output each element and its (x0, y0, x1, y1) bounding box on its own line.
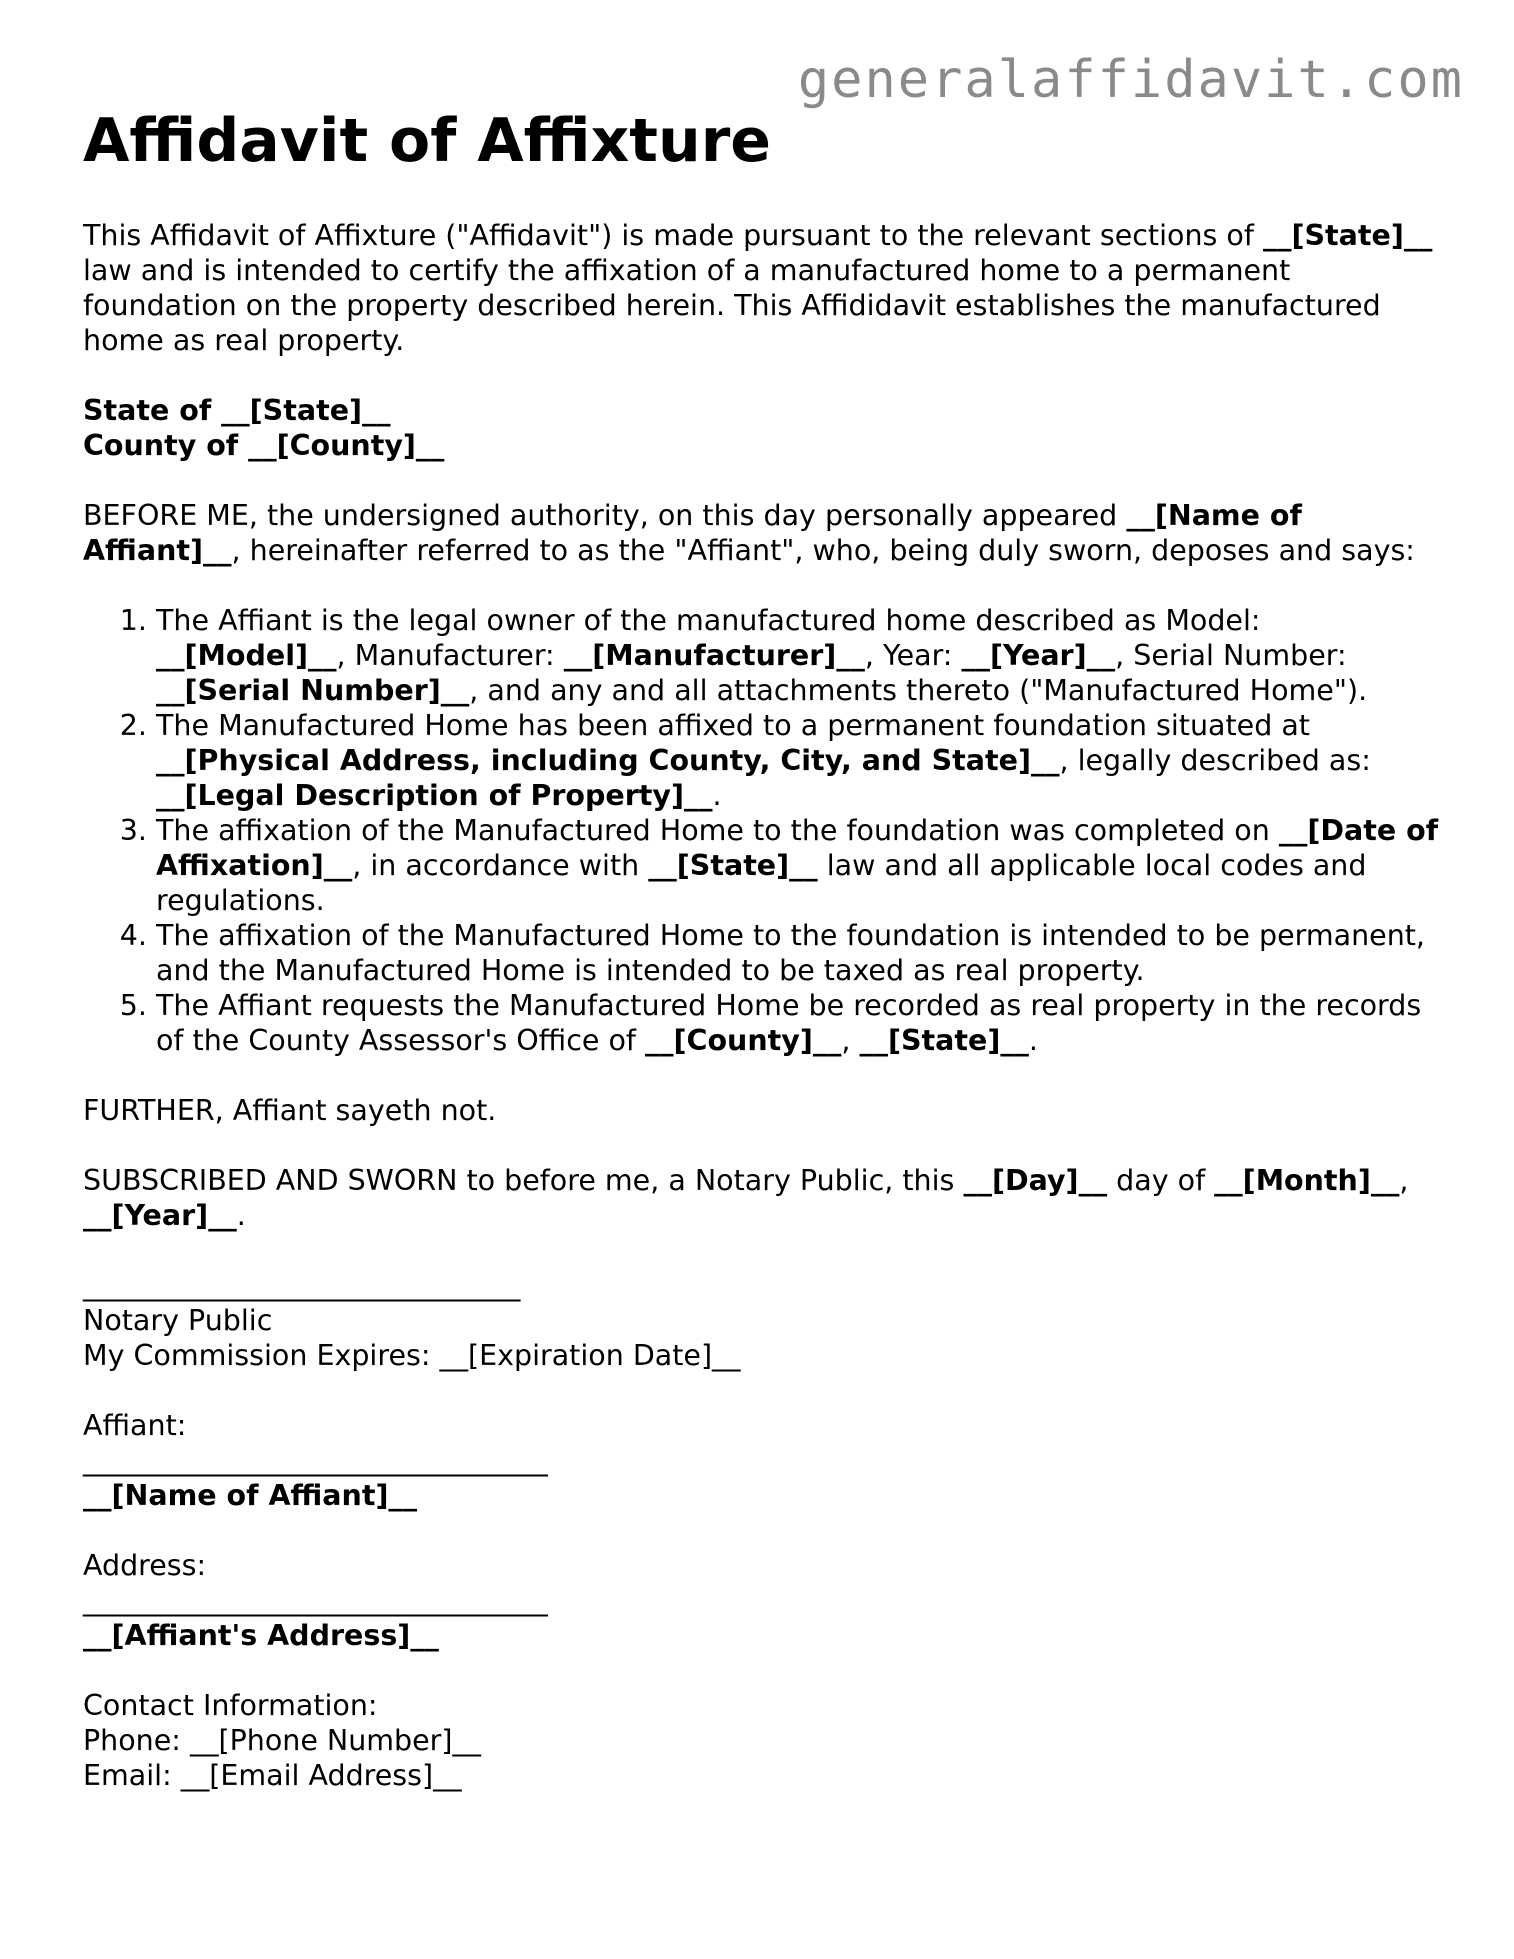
address-placeholder: __[Physical Address, including County, City, and State]__ (156, 744, 1060, 777)
affiant-name-placeholder: __[Name of Affiant]__ (83, 499, 1302, 567)
state-placeholder: __[State]__ (1262, 219, 1433, 252)
item-text: , Manufacturer: (336, 639, 564, 672)
watermark: generalaffidavit.com (797, 50, 1464, 110)
intro-paragraph (83, 218, 1443, 358)
item-text: . (1028, 1024, 1038, 1057)
affiant-signature-line: __________________________________ (83, 1444, 548, 1477)
statement-item (156, 603, 1443, 708)
venue-county: County of __[County]__ (83, 429, 445, 462)
further-statement: FURTHER, Affiant sayeth not. (83, 1094, 497, 1127)
address-placeholder: __[Affiant's Address]__ (83, 1619, 439, 1652)
item-text: , Serial Number: (1115, 639, 1347, 672)
item-text: The Affiant requests the Manufactured Home be recorded as real property in the records of the County Assessor's Office of (156, 989, 1422, 1057)
sworn-paragraph (83, 1163, 1443, 1233)
notary-commission: My Commission Expires: __[Expiration Date]__ (83, 1339, 741, 1372)
item-text: The Manufactured Home has been affixed to a permanent foundation situated at (156, 709, 1310, 742)
year-placeholder: __[Year]__ (83, 1199, 237, 1232)
statement-item (156, 918, 1443, 988)
appearance-paragraph (83, 498, 1443, 568)
item-text: , in accordance with (352, 849, 649, 882)
contact-label: Contact Information: (83, 1689, 378, 1722)
intro-text: law and is intended to certify the affixation of a manufactured home to a permanent foundation on the property described herein. This Affididavit establishes the manufactured home as real property. (83, 254, 1381, 357)
venue-state: State of __[State]__ (83, 394, 391, 427)
intro-text: This Affidavit of Affixture ("Affidavit") is made pursuant to the relevant sections of (83, 219, 1263, 252)
venue-block (83, 393, 1443, 463)
month-placeholder: __[Month]__ (1214, 1164, 1400, 1197)
appearance-text: BEFORE ME, the undersigned authority, on this day personally appeared (83, 499, 1127, 532)
address-signature-line: __________________________________ (83, 1584, 548, 1617)
document-title: Affidavit of Affixture (83, 106, 771, 176)
state-placeholder: __[State]__ (859, 1024, 1029, 1057)
item-text: , legally described as: (1059, 744, 1371, 777)
legal-description-placeholder: __[Legal Description of Property]__ (156, 779, 713, 812)
item-text: The Affiant is the legal owner of the manufactured home described as Model: (156, 604, 1261, 637)
statement-item (156, 988, 1443, 1058)
statement-item (156, 708, 1443, 813)
affiant-address (83, 1618, 1443, 1653)
notary-title: Notary Public (83, 1304, 273, 1337)
year-placeholder: __[Year]__ (961, 639, 1116, 672)
affiant-name-placeholder: __[Name of Affiant]__ (83, 1479, 417, 1512)
item-text: , (841, 1024, 860, 1057)
sworn-text: day of (1107, 1164, 1215, 1197)
model-placeholder: __[Model]__ (156, 639, 337, 672)
manufacturer-placeholder: __[Manufacturer]__ (563, 639, 865, 672)
statement-list (83, 603, 1443, 1058)
state-placeholder: __[State]__ (648, 849, 818, 882)
document-body (83, 106, 1443, 1793)
contact-email: Email: __[Email Address]__ (83, 1759, 462, 1792)
affiant-label: Affiant: (83, 1409, 187, 1442)
sworn-text: . (236, 1199, 246, 1232)
county-placeholder: __[County]__ (645, 1024, 842, 1057)
day-placeholder: __[Day]__ (963, 1164, 1108, 1197)
affiant-name (83, 1478, 1443, 1513)
item-text: , and any and all attachments thereto ("Manufactured Home"). (469, 674, 1368, 707)
item-text: . (712, 779, 722, 812)
sworn-text: , (1399, 1164, 1409, 1197)
item-text: law and all applicable local codes and regulations. (156, 849, 1367, 917)
item-text: The affixation of the Manufactured Home to the foundation was completed on (156, 814, 1279, 847)
appearance-text: , hereinafter referred to as the "Affiant", who, being duly sworn, deposes and says: (231, 534, 1415, 567)
item-text: , Year: (864, 639, 962, 672)
address-label: Address: (83, 1549, 207, 1582)
contact-phone: Phone: __[Phone Number]__ (83, 1724, 482, 1757)
notary-signature-line: ________________________________ (83, 1269, 520, 1302)
statement-item (156, 813, 1443, 918)
serial-placeholder: __[Serial Number]__ (156, 674, 470, 707)
sworn-text: SUBSCRIBED AND SWORN to before me, a Notary Public, this (83, 1164, 964, 1197)
affixation-date-placeholder: __[Date of Affixation]__ (156, 814, 1439, 882)
item-text: The affixation of the Manufactured Home to the foundation is intended to be permanent, and the Manufactured Home is intended to be taxed as real property. (156, 919, 1425, 987)
